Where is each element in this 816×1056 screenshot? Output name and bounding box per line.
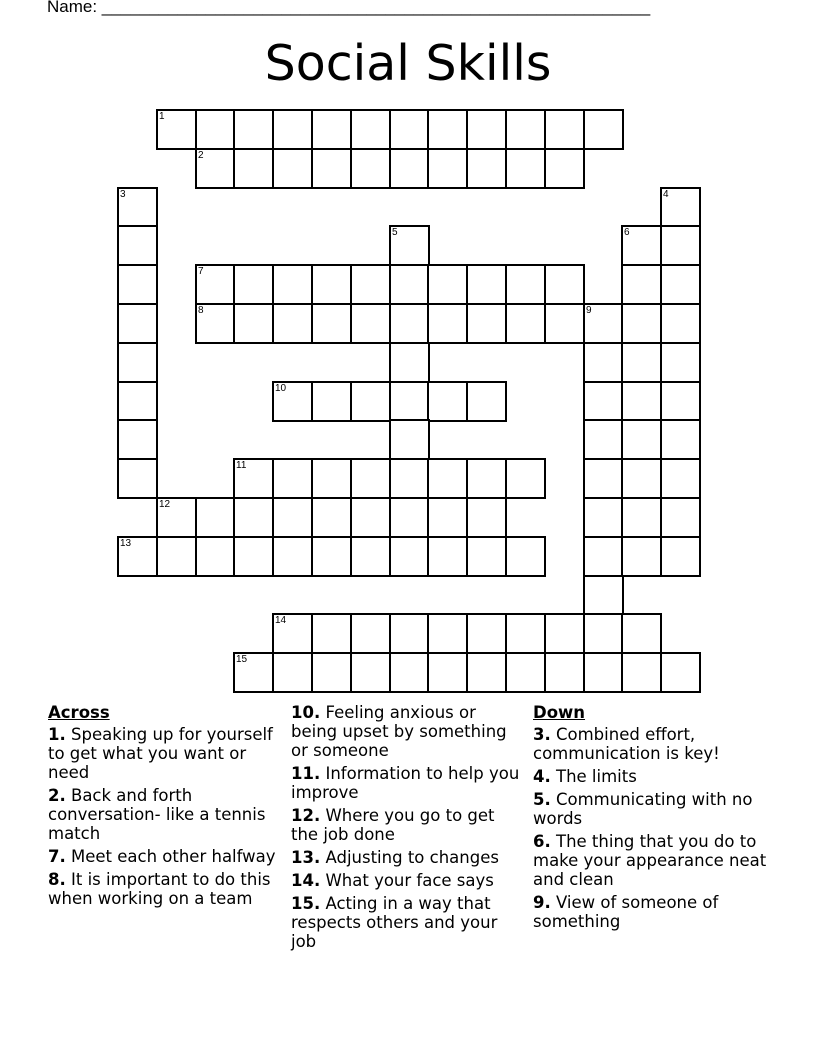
grid-cell[interactable]: [272, 381, 313, 422]
clue-item: [291, 894, 523, 951]
clue-number: 12.: [291, 806, 321, 825]
grid-cell[interactable]: [195, 497, 236, 538]
grid-cell[interactable]: [466, 109, 507, 150]
grid-cell[interactable]: [621, 536, 662, 577]
grid-cell[interactable]: [350, 381, 391, 422]
grid-cell[interactable]: [195, 303, 236, 344]
grid-cell[interactable]: [156, 497, 197, 538]
grid-cell[interactable]: [195, 536, 236, 577]
grid-cell[interactable]: [621, 497, 662, 538]
clue-number-label: 12: [159, 499, 171, 510]
grid-cell[interactable]: [311, 613, 352, 654]
grid-cell[interactable]: [583, 342, 624, 383]
grid-cell[interactable]: [272, 497, 313, 538]
grid-cell[interactable]: [660, 497, 701, 538]
grid-cell[interactable]: [427, 536, 468, 577]
clues-column-down: [533, 703, 773, 935]
grid-cell[interactable]: [583, 458, 624, 499]
clue-item: [533, 832, 773, 889]
grid-cell[interactable]: [156, 536, 197, 577]
grid-cell[interactable]: [350, 652, 391, 693]
clue-text: What your face says: [320, 871, 494, 890]
clue-number: 8.: [48, 870, 66, 889]
grid-cell[interactable]: [466, 613, 507, 654]
grid-cell[interactable]: [389, 497, 430, 538]
grid-cell[interactable]: [583, 381, 624, 422]
grid-cell[interactable]: [427, 613, 468, 654]
clue-text: Combined effort, communication is key!: [533, 725, 720, 763]
grid-cell[interactable]: [272, 303, 313, 344]
clue-number-label: 7: [198, 266, 204, 277]
grid-cell[interactable]: [389, 303, 430, 344]
grid-cell[interactable]: [505, 109, 546, 150]
grid-cell[interactable]: [195, 148, 236, 189]
grid-cell[interactable]: [660, 264, 701, 305]
grid-cell[interactable]: [660, 187, 701, 228]
clue-number-label: 14: [275, 615, 287, 626]
grid-cell[interactable]: [311, 458, 352, 499]
clue-text: It is important to do this when working on a team: [48, 870, 271, 908]
grid-cell[interactable]: [233, 303, 274, 344]
clues-column-across: [48, 703, 278, 912]
grid-cell[interactable]: [544, 613, 585, 654]
grid-cell[interactable]: [272, 458, 313, 499]
grid-cell[interactable]: [583, 613, 624, 654]
grid-cell[interactable]: [117, 342, 158, 383]
grid-cell[interactable]: [427, 497, 468, 538]
grid-cell[interactable]: [621, 303, 662, 344]
grid-cell[interactable]: [233, 536, 274, 577]
clue-item: [48, 725, 278, 782]
clue-item: [48, 847, 278, 866]
grid-cell[interactable]: [389, 613, 430, 654]
clue-number: 6.: [533, 832, 551, 851]
grid-cell[interactable]: [583, 575, 624, 616]
grid-cell[interactable]: [660, 652, 701, 693]
grid-cell[interactable]: [583, 303, 624, 344]
clue-number-label: 6: [624, 227, 630, 238]
across-heading: Across: [48, 703, 110, 722]
grid-cell[interactable]: [583, 419, 624, 460]
grid-cell[interactable]: [621, 225, 662, 266]
clue-item: [48, 786, 278, 843]
clue-number-label: 10: [275, 383, 287, 394]
grid-cell[interactable]: [466, 148, 507, 189]
clue-item: [533, 893, 773, 931]
clue-number-label: 5: [392, 227, 398, 238]
clue-item: [533, 767, 773, 786]
clue-number: 13.: [291, 848, 321, 867]
grid-cell[interactable]: [466, 264, 507, 305]
grid-cell[interactable]: [350, 303, 391, 344]
grid-cell[interactable]: [311, 497, 352, 538]
puzzle-title: Social Skills: [264, 35, 552, 92]
clue-number-label: 8: [198, 305, 204, 316]
grid-cell[interactable]: [621, 458, 662, 499]
clue-text: Meet each other halfway: [65, 847, 276, 866]
clue-item: [533, 725, 773, 763]
grid-cell[interactable]: [544, 148, 585, 189]
clue-text: Information to help you improve: [291, 764, 520, 802]
clue-number: 1.: [48, 725, 66, 744]
clue-text: The thing that you do to make your appearance neat and clean: [533, 832, 767, 889]
grid-cell[interactable]: [660, 536, 701, 577]
grid-cell[interactable]: [544, 264, 585, 305]
grid-cell[interactable]: [311, 148, 352, 189]
clue-item: [291, 764, 523, 802]
clue-item: [48, 870, 278, 908]
clue-number: 10.: [291, 703, 321, 722]
grid-cell[interactable]: [621, 264, 662, 305]
grid-cell[interactable]: [466, 458, 507, 499]
grid-cell[interactable]: [505, 148, 546, 189]
grid-cell[interactable]: [117, 536, 158, 577]
clue-number: 11.: [291, 764, 321, 783]
name-label: Name:: [47, 0, 102, 16]
grid-cell[interactable]: [466, 303, 507, 344]
grid-cell[interactable]: [544, 652, 585, 693]
clue-number-label: 11: [236, 460, 247, 471]
grid-cell[interactable]: [505, 536, 546, 577]
grid-cell[interactable]: [117, 303, 158, 344]
clue-number: 15.: [291, 894, 321, 913]
grid-cell[interactable]: [272, 652, 313, 693]
clue-number-label: 9: [586, 305, 592, 316]
clue-number: 4.: [533, 767, 551, 786]
grid-cell[interactable]: [233, 458, 274, 499]
grid-cell[interactable]: [389, 109, 430, 150]
grid-cell[interactable]: [505, 458, 546, 499]
grid-cell[interactable]: [389, 342, 430, 383]
grid-cell[interactable]: [389, 264, 430, 305]
grid-cell[interactable]: [621, 419, 662, 460]
grid-cell[interactable]: [272, 109, 313, 150]
grid-cell[interactable]: [621, 381, 662, 422]
clue-number: 3.: [533, 725, 551, 744]
grid-cell[interactable]: [427, 652, 468, 693]
grid-cell[interactable]: [195, 109, 236, 150]
grid-cell[interactable]: [311, 109, 352, 150]
clue-number-label: 13: [120, 538, 132, 549]
clue-item: [291, 848, 523, 867]
clue-item: [291, 703, 523, 760]
grid-cell[interactable]: [427, 458, 468, 499]
grid-cell[interactable]: [311, 652, 352, 693]
grid-cell[interactable]: [350, 536, 391, 577]
grid-cell[interactable]: [233, 652, 274, 693]
grid-cell[interactable]: [311, 381, 352, 422]
clue-number-label: 2: [198, 150, 204, 161]
grid-cell[interactable]: [117, 264, 158, 305]
grid-cell[interactable]: [350, 264, 391, 305]
grid-cell[interactable]: [427, 109, 468, 150]
grid-cell[interactable]: [505, 264, 546, 305]
grid-cell[interactable]: [389, 419, 430, 460]
grid-cell[interactable]: [272, 148, 313, 189]
clue-text: Back and forth conversation- like a tennis match: [48, 786, 266, 843]
grid-cell[interactable]: [233, 264, 274, 305]
grid-cell[interactable]: [389, 225, 430, 266]
grid-cell[interactable]: [350, 109, 391, 150]
grid-cell[interactable]: [466, 652, 507, 693]
grid-cell[interactable]: [233, 109, 274, 150]
grid-cell[interactable]: [117, 381, 158, 422]
grid-cell[interactable]: [427, 264, 468, 305]
clue-text: Where you go to get the job done: [291, 806, 495, 844]
grid-cell[interactable]: [466, 497, 507, 538]
grid-cell[interactable]: [505, 303, 546, 344]
grid-cell[interactable]: [544, 109, 585, 150]
grid-cell[interactable]: [350, 613, 391, 654]
grid-cell[interactable]: [660, 225, 701, 266]
grid-cell[interactable]: [389, 652, 430, 693]
grid-cell[interactable]: [389, 458, 430, 499]
grid-cell[interactable]: [117, 187, 158, 228]
grid-cell[interactable]: [117, 458, 158, 499]
grid-cell[interactable]: [350, 148, 391, 189]
clues-column-across-continued: [291, 703, 523, 955]
clue-number-label: 15: [236, 654, 248, 665]
grid-cell[interactable]: [621, 342, 662, 383]
grid-cell[interactable]: [311, 303, 352, 344]
grid-cell[interactable]: [233, 497, 274, 538]
grid-cell[interactable]: [311, 536, 352, 577]
clue-text: Acting in a way that respects others and your job: [291, 894, 498, 951]
grid-cell[interactable]: [660, 303, 701, 344]
clue-number-label: 4: [663, 189, 669, 200]
clue-number: 5.: [533, 790, 551, 809]
grid-cell[interactable]: [660, 419, 701, 460]
clue-text: Feeling anxious or being upset by something or someone: [291, 703, 507, 760]
clue-text: View of someone of something: [533, 893, 719, 931]
grid-cell[interactable]: [311, 264, 352, 305]
grid-cell[interactable]: [389, 536, 430, 577]
clue-number: 7.: [48, 847, 66, 866]
grid-cell[interactable]: [272, 613, 313, 654]
clue-item: [291, 871, 523, 890]
grid-cell[interactable]: [660, 381, 701, 422]
grid-cell[interactable]: [117, 225, 158, 266]
grid-cell[interactable]: [427, 148, 468, 189]
clue-text: Speaking up for yourself to get what you want or need: [48, 725, 273, 782]
grid-cell[interactable]: [466, 536, 507, 577]
clue-text: Adjusting to changes: [320, 848, 499, 867]
clue-number: 14.: [291, 871, 321, 890]
grid-cell[interactable]: [350, 497, 391, 538]
grid-cell[interactable]: [466, 381, 507, 422]
grid-cell[interactable]: [544, 303, 585, 344]
grid-cell[interactable]: [583, 536, 624, 577]
grid-cell[interactable]: [621, 613, 662, 654]
grid-cell[interactable]: [427, 381, 468, 422]
clue-item: [291, 806, 523, 844]
grid-cell[interactable]: [350, 458, 391, 499]
clue-text: The limits: [550, 767, 637, 786]
grid-cell[interactable]: [660, 342, 701, 383]
clue-number-label: 1: [159, 111, 165, 122]
grid-cell[interactable]: [505, 613, 546, 654]
grid-cell[interactable]: [156, 109, 197, 150]
grid-cell[interactable]: [660, 458, 701, 499]
clue-item: [533, 790, 773, 828]
down-heading: Down: [533, 703, 586, 722]
grid-cell[interactable]: [505, 652, 546, 693]
grid-cell[interactable]: [427, 303, 468, 344]
grid-cell[interactable]: [272, 536, 313, 577]
grid-cell[interactable]: [117, 419, 158, 460]
grid-cell[interactable]: [583, 497, 624, 538]
grid-cell[interactable]: [272, 264, 313, 305]
grid-cell[interactable]: [195, 264, 236, 305]
clue-number: 9.: [533, 893, 551, 912]
grid-cell[interactable]: [389, 381, 430, 422]
grid-cell[interactable]: [583, 652, 624, 693]
clue-text: Communicating with no words: [533, 790, 753, 828]
grid-cell[interactable]: [621, 652, 662, 693]
grid-cell[interactable]: [389, 148, 430, 189]
clue-number: 2.: [48, 786, 66, 805]
clue-number-label: 3: [120, 189, 126, 200]
grid-cell[interactable]: [583, 109, 624, 150]
name-blank-line[interactable]: __________________________________________________________: [101, 0, 651, 16]
grid-cell[interactable]: [233, 148, 274, 189]
